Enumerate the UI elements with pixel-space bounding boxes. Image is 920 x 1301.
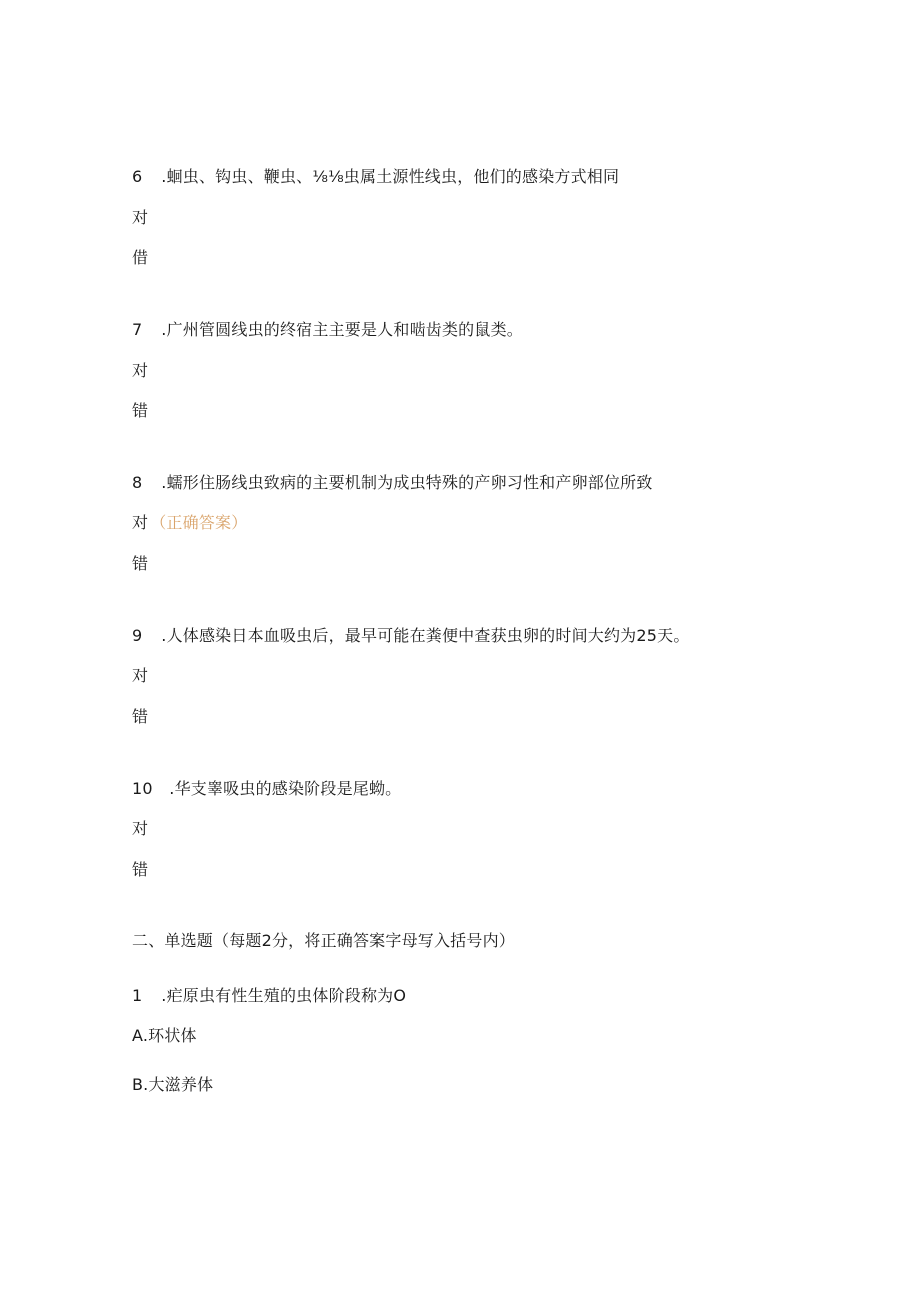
- option-b[interactable]: [132, 1075, 213, 1095]
- option-false[interactable]: [132, 707, 148, 727]
- option-true[interactable]: [132, 513, 247, 533]
- option-true[interactable]: [132, 208, 148, 228]
- question-number: 1: [132, 986, 143, 1005]
- option-a[interactable]: [132, 1026, 197, 1046]
- question-text: .广州管圆线虫的终宿主主要是人和啮齿类的鼠类。: [161, 320, 523, 339]
- correct-answer-mark: （正确答案）: [150, 513, 248, 532]
- question-1: [132, 986, 406, 1006]
- question-text: .蛔虫、钩虫、鞭虫、⅛⅛虫属土源性线虫，他们的感染方式相同: [161, 167, 620, 186]
- question-text: .人体感染日本血吸虫后，最早可能在粪便中查获虫卵的时间大约为25天。: [161, 626, 690, 645]
- question-number: 9: [132, 626, 143, 645]
- option-label: 对: [132, 666, 149, 685]
- question-text: .疟原虫有性生殖的虫体阶段称为O: [161, 986, 407, 1005]
- option-false[interactable]: [132, 401, 148, 421]
- question-text: .蠕形住肠线虫致病的主要机制为成虫特殊的产卵习性和产卵部位所致: [161, 473, 653, 492]
- question-8: [132, 473, 653, 493]
- option-label: 对: [132, 361, 149, 380]
- question-number: 7: [132, 320, 143, 339]
- question-number: 8: [132, 473, 143, 492]
- option-label: 对: [132, 208, 149, 227]
- option-true[interactable]: [132, 666, 148, 686]
- option-label: 对: [132, 513, 149, 532]
- question-text: .华支睾吸虫的感染阶段是尾蚴。: [169, 779, 402, 798]
- option-label: A.环状体: [132, 1026, 197, 1045]
- option-label: 借: [132, 248, 149, 267]
- option-false[interactable]: [132, 248, 148, 268]
- option-true[interactable]: [132, 819, 148, 839]
- question-number: 6: [132, 167, 143, 186]
- section-heading: [132, 931, 515, 951]
- option-label: 错: [132, 860, 149, 879]
- question-9: [132, 626, 690, 646]
- option-label: B.大滋养体: [132, 1075, 214, 1094]
- option-false[interactable]: [132, 860, 148, 880]
- question-10: [132, 779, 401, 799]
- section-heading-text: 二、单选题（每题2分，将正确答案字母写入括号内）: [132, 931, 515, 950]
- option-label: 错: [132, 554, 149, 573]
- question-7: [132, 320, 523, 340]
- option-label: 错: [132, 401, 149, 420]
- question-number: 10: [132, 779, 153, 798]
- option-true[interactable]: [132, 361, 148, 381]
- question-6: [132, 167, 619, 187]
- option-false[interactable]: [132, 554, 148, 574]
- option-label: 错: [132, 707, 149, 726]
- option-label: 对: [132, 819, 149, 838]
